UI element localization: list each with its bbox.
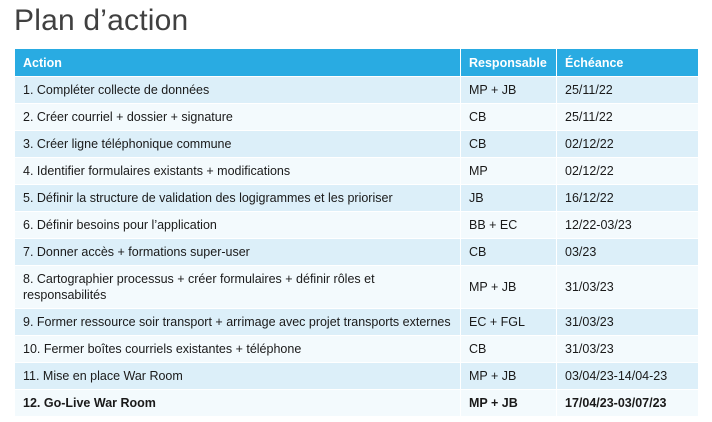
- cell-echeance: 12/22-03/23: [557, 212, 699, 239]
- cell-responsable: EC + FGL: [461, 309, 557, 336]
- cell-action: 12. Go-Live War Room: [15, 390, 461, 417]
- cell-action: 3. Créer ligne téléphonique commune: [15, 131, 461, 158]
- cell-responsable: JB: [461, 185, 557, 212]
- cell-echeance: 25/11/22: [557, 104, 699, 131]
- cell-action: 8. Cartographier processus + créer formulaires + définir rôles et responsabilités: [15, 266, 461, 309]
- table-header: [15, 49, 699, 77]
- cell-action: 5. Définir la structure de validation des logigrammes et les prioriser: [15, 185, 461, 212]
- cell-action: 10. Fermer boîtes courriels existantes + téléphone: [15, 336, 461, 363]
- cell-echeance: 31/03/23: [557, 336, 699, 363]
- cell-echeance: 03/23: [557, 239, 699, 266]
- cell-responsable: MP + JB: [461, 77, 557, 104]
- cell-action: 2. Créer courriel + dossier + signature: [15, 104, 461, 131]
- cell-responsable: CB: [461, 104, 557, 131]
- plan-action-table: [14, 48, 699, 417]
- table-row: [15, 212, 699, 239]
- cell-echeance: 03/04/23-14/04-23: [557, 363, 699, 390]
- cell-action: 9. Former ressource soir transport + arrimage avec projet transports externes: [15, 309, 461, 336]
- cell-echeance: 02/12/22: [557, 158, 699, 185]
- table-row: [15, 336, 699, 363]
- cell-echeance: 17/04/23-03/07/23: [557, 390, 699, 417]
- column-header-responsable: Responsable: [461, 49, 557, 77]
- table-row: [15, 104, 699, 131]
- cell-responsable: CB: [461, 239, 557, 266]
- cell-responsable: MP: [461, 158, 557, 185]
- cell-responsable: BB + EC: [461, 212, 557, 239]
- cell-echeance: 16/12/22: [557, 185, 699, 212]
- cell-action: 6. Définir besoins pour l’application: [15, 212, 461, 239]
- table-row: [15, 309, 699, 336]
- page-title: Plan d’action: [14, 4, 189, 37]
- table-row: [15, 363, 699, 390]
- table-row: [15, 158, 699, 185]
- cell-echeance: 02/12/22: [557, 131, 699, 158]
- table-row: [15, 390, 699, 417]
- column-header-action: Action: [15, 49, 461, 77]
- cell-echeance: 31/03/23: [557, 309, 699, 336]
- cell-action: 7. Donner accès + formations super-user: [15, 239, 461, 266]
- table-header-row: [15, 49, 699, 77]
- cell-responsable: MP + JB: [461, 390, 557, 417]
- table-row: [15, 239, 699, 266]
- cell-responsable: CB: [461, 131, 557, 158]
- table-body: [15, 77, 699, 417]
- column-header-echeance: Échéance: [557, 49, 699, 77]
- cell-responsable: CB: [461, 336, 557, 363]
- table-row: [15, 131, 699, 158]
- cell-echeance: 31/03/23: [557, 266, 699, 309]
- plan-action-table-container: [14, 48, 698, 417]
- cell-action: 4. Identifier formulaires existants + modifications: [15, 158, 461, 185]
- table-row: [15, 77, 699, 104]
- cell-action: 11. Mise en place War Room: [15, 363, 461, 390]
- cell-echeance: 25/11/22: [557, 77, 699, 104]
- table-row: [15, 185, 699, 212]
- cell-responsable: MP + JB: [461, 266, 557, 309]
- table-row: [15, 266, 699, 309]
- cell-responsable: MP + JB: [461, 363, 557, 390]
- cell-action: 1. Compléter collecte de données: [15, 77, 461, 104]
